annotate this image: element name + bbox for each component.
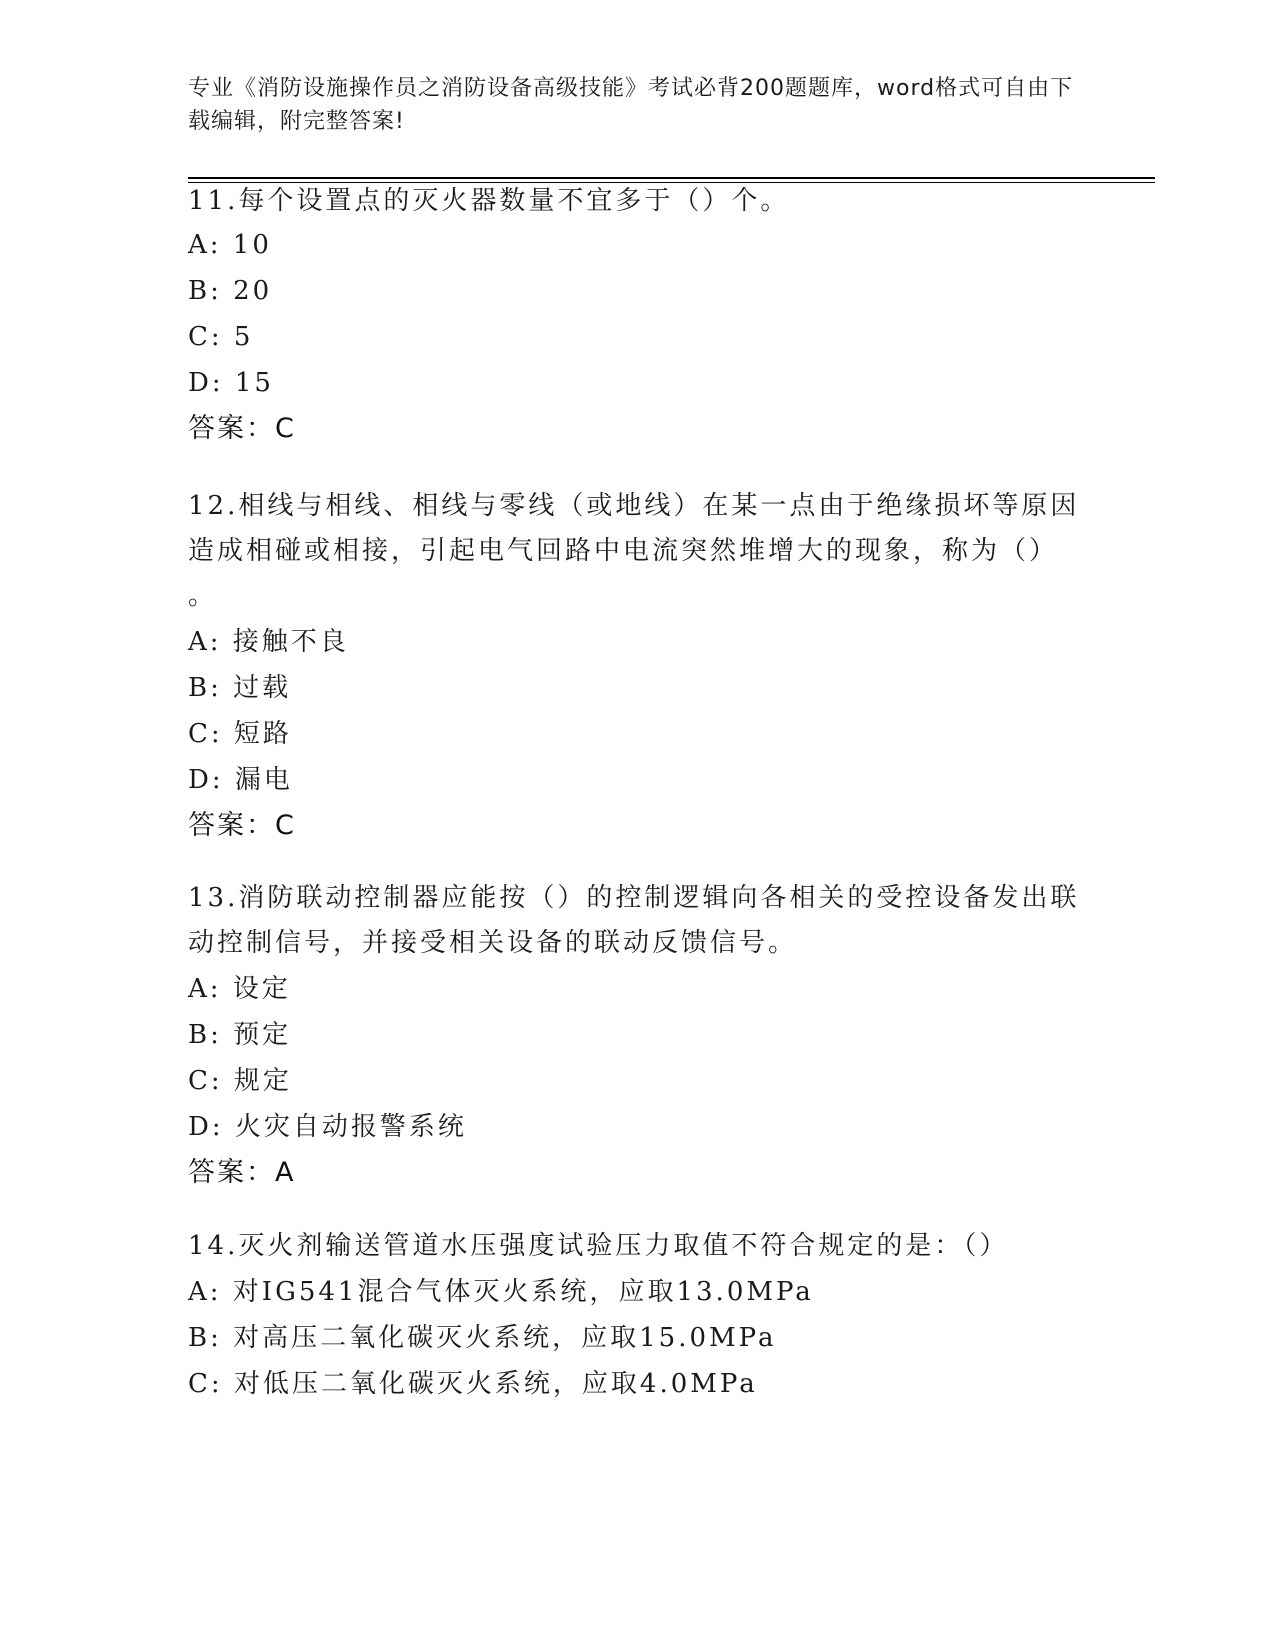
- option-c: C: 5: [188, 322, 254, 352]
- question-11: [188, 179, 1088, 452]
- option-b: B: 对高压二氧化碳灭火系统，应取15.0MPa: [188, 1323, 777, 1353]
- option-d: D: 15: [188, 368, 274, 398]
- option-b: B: 预定: [188, 1020, 292, 1050]
- answer-text: 答案：C: [188, 810, 296, 841]
- option-b: B: 过载: [188, 673, 292, 703]
- option-c: C: 短路: [188, 719, 292, 749]
- question-text: 14.灭火剂输送管道水压强度试验压力取值不符合规定的是：（）: [188, 1231, 1009, 1261]
- option-a: A: 接触不良: [188, 627, 349, 657]
- answer-text: 答案：C: [188, 413, 296, 444]
- option-c: C: 对低压二氧化碳灭火系统，应取4.0MPa: [188, 1369, 758, 1399]
- question-14: [188, 1224, 1088, 1407]
- question-tail: 。: [188, 581, 215, 611]
- option-b: B: 20: [188, 276, 273, 306]
- option-a: A: 对IG541混合气体灭火系统，应取13.0MPa: [188, 1277, 814, 1307]
- question-text: 12.相线与相线、相线与零线（或地线）在某一点由于绝缘损坏等原因造成相碰或相接，引起电气回路中电流突然堆增大的现象，称为（）: [188, 491, 1080, 566]
- question-text: 11.每个设置点的灭火器数量不宜多于（）个。: [188, 186, 790, 216]
- question-text: 13.消防联动控制器应能按（）的控制逻辑向各相关的受控设备发出联动控制信号，并接受相关设备的联动反馈信号。: [188, 883, 1080, 958]
- option-c: C: 规定: [188, 1066, 292, 1096]
- header-intro: 专业《消防设施操作员之消防设备高级技能》考试必背200题题库，word格式可自由下载编辑，附完整答案!: [188, 76, 1074, 134]
- answer-text: 答案：A: [188, 1157, 296, 1188]
- option-a: A: 10: [188, 230, 272, 260]
- question-13: [188, 876, 1088, 1196]
- option-d: D: 火灾自动报警系统: [188, 1112, 467, 1142]
- option-d: D: 漏电: [188, 765, 293, 795]
- question-12: [188, 484, 1088, 849]
- option-a: A: 设定: [188, 974, 291, 1004]
